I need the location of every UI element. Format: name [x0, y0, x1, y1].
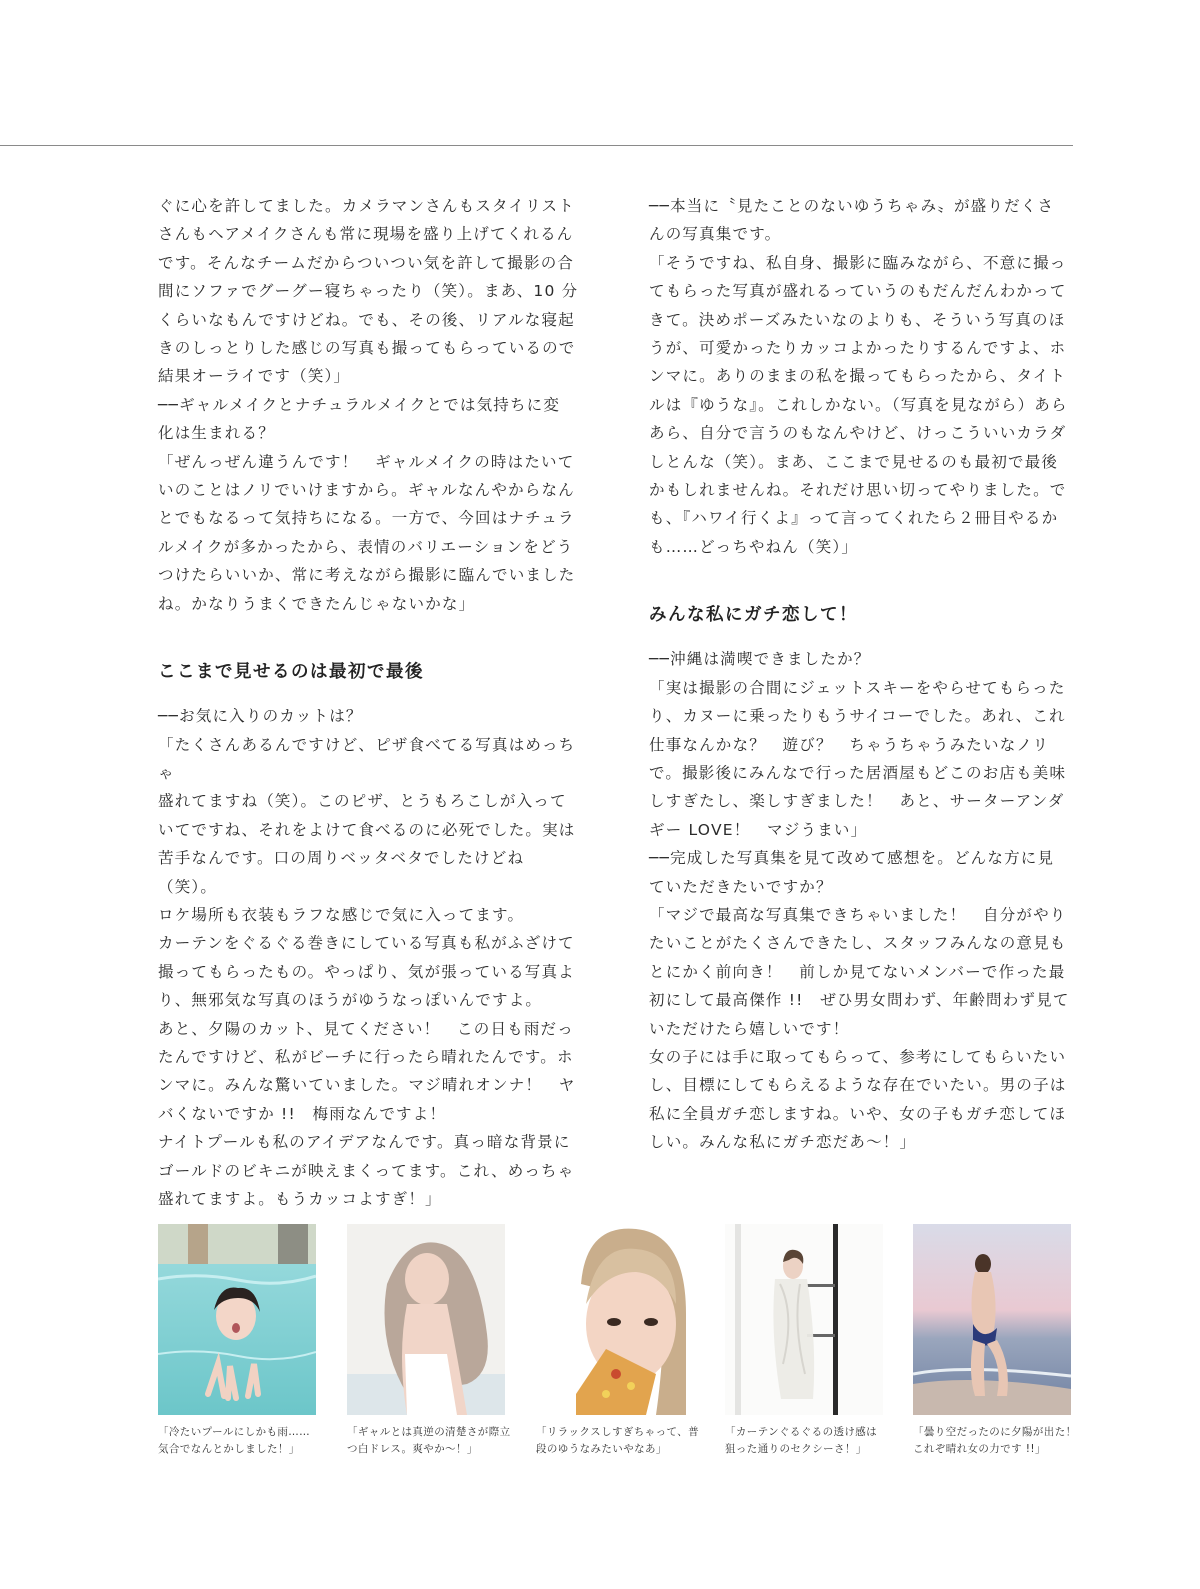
photo-beach-sunset [913, 1224, 1071, 1415]
interview-question: ──沖縄は満喫できましたか？ [649, 650, 871, 669]
photo-pool [158, 1224, 316, 1415]
left-column [158, 192, 582, 1213]
body-paragraph: 「実は撮影の合間にジェットスキーをやらせてもらった り、カヌーに乗ったりもうサイコーでした。あれ、これ 仕事なんかな？ 遊び？ ちゃうちゃうみたいなノリ で。撮影後にみんなで行った居酒屋もどこのお店も美味 しすぎたし、楽しすぎました！ あと、サーターアンダ ギー LOVE！ マジうまい」 [649, 678, 1067, 839]
photo-strip [158, 1224, 1077, 1464]
photo-caption: 「冷たいプールにしかも雨…… 気合でなんとかしました！」 [158, 1426, 311, 1455]
photo-caption: 「曇り空だったのに夕陽が出た！ これぞ晴れ女の力です !!」 [913, 1426, 1077, 1455]
photo-caption: 「リラックスしすぎちゃって、普 段のゆうなみたいやなあ」 [536, 1426, 699, 1455]
photo-caption: 「カーテンぐるぐるの透け感は 狙った通りのセクシーさ！」 [725, 1426, 878, 1455]
interview-question: ──本当に〝見たことのないゆうちゃみ〟が盛りだくさ んの写真集です。 [649, 197, 1055, 244]
body-paragraph: 女の子には手に取ってもらって、参考にしてもらいたい し、目標にしてもらえるような存在でいたい。男の子は 私に全員ガチ恋しますね。いや、女の子もガチ恋してほ しい。みんな私にガチ恋だあ～！」 [649, 1047, 1067, 1152]
photo-pizza [536, 1224, 694, 1415]
body-paragraph: ナイトプールも私のアイデアなんです。真っ暗な背景に ゴールドのビキニが映えまくってます。これ、めっちゃ 盛れてますよ。もうカッコよすぎ！」 [158, 1133, 575, 1208]
photo-caption: 「ギャルとは真逆の清楚さが際立 つ白ドレス。爽やか～！」 [347, 1426, 511, 1455]
body-paragraph: 「たくさんあるんですけど、ピザ食べてる写真はめっちゃ 盛れてますね（笑）。このピザ、とうもろこしが入って いてですね、それをよけて食べるのに必死でした。実は 苦手なんです。口の周りベッタベタでしたけどね（笑）。 ロケ場所も衣装もラフな感じで気に入ってます。 [158, 735, 576, 924]
body-paragraph: ぐに心を許してました。カメラマンさんもスタイリスト さんもヘアメイクさんも常に現場を盛り上げてくれるん です。そんなチームだからついつい気を許して撮影の合 間にソファでグーグー寝ちゃったり（笑）。まあ、10 分 くらいなもんですけどね。でも、その後、リアルな寝起 きのしっとりした感じの写真も撮ってもらっているので 結果オーライです（笑）」 [158, 197, 579, 386]
body-paragraph: カーテンをぐるぐる巻きにしている写真も私がふざけて 撮ってもらったもの。やっぱり、気が張っている写真よ り、無邪気な写真のほうがゆうなっぽいんですよ。 [158, 934, 575, 1010]
interview-question: ──お気に入りのカットは？ [158, 707, 363, 726]
section-heading: みんな私にガチ恋して！ [649, 605, 858, 626]
body-paragraph: 「そうですね、私自身、撮影に臨みながら、不意に撮っ てもらった写真が盛れるっていうのもだんだんわかって きて。決めポーズみたいなのよりも、そういう写真のほ うが、可愛かったりカッコよかったりするんですよ、ホ ンマに。ありのままの私を撮ってもらったから、タイト ルは『ゆうな』。これしかない。（写真を見ながら）あら あら、自分で言うのもなんやけど、けっこういいカラダ しとんな（笑）。まあ、ここまで見せるのも最初で最後 かもしれませんね。それだけ思い切ってやりました。で も、『ハワイ行くよ』って言ってくれたら２冊目やるか も……どっちやねん（笑）」 [649, 253, 1068, 556]
body-paragraph: 「ぜんっぜん違うんです！ ギャルメイクの時はたいて いのことはノリでいけますから。ギャルなんやからなん とでもなるって気持ちになる。一方で、今回はナチュラ ルメイクが多かったから、表情のバリエーションをどう つけたらいいか、常に考えながら撮影に臨んでいました ね。かなりうまくできたんじゃないかな」 [158, 452, 576, 613]
section-heading: ここまで見せるのは最初で最後 [158, 662, 424, 683]
interview-question: ──ギャルメイクとナチュラルメイクとでは気持ちに変 化は生まれる？ [158, 395, 561, 443]
photo-white-dress [347, 1224, 505, 1415]
header-divider [0, 145, 1073, 146]
body-paragraph: 「マジで最高な写真集できちゃいました！ 自分がやり たいことがたくさんできたし、スタッフみんなの意見も とにかく前向き！ 前しか見てないメンバーで作った最 初にして最高傑作 !! ぜひ男女問わず、年齢問わず見て いただけたら嬉しいです！ [649, 905, 1070, 1038]
body-paragraph: あと、夕陽のカット、見てください！ この日も雨だっ たんですけど、私がビーチに行ったら晴れたんです。ホ ンマに。みんな驚いていました。マジ晴れオンナ！ ヤ バくないですか !! 梅雨なんですよ！ [158, 1019, 576, 1123]
photo-curtain [725, 1224, 883, 1415]
interview-question: ──完成した写真集を見て改めて感想を。どんな方に見 ていただきたいですか？ [649, 849, 1055, 896]
right-column [649, 192, 1073, 1157]
